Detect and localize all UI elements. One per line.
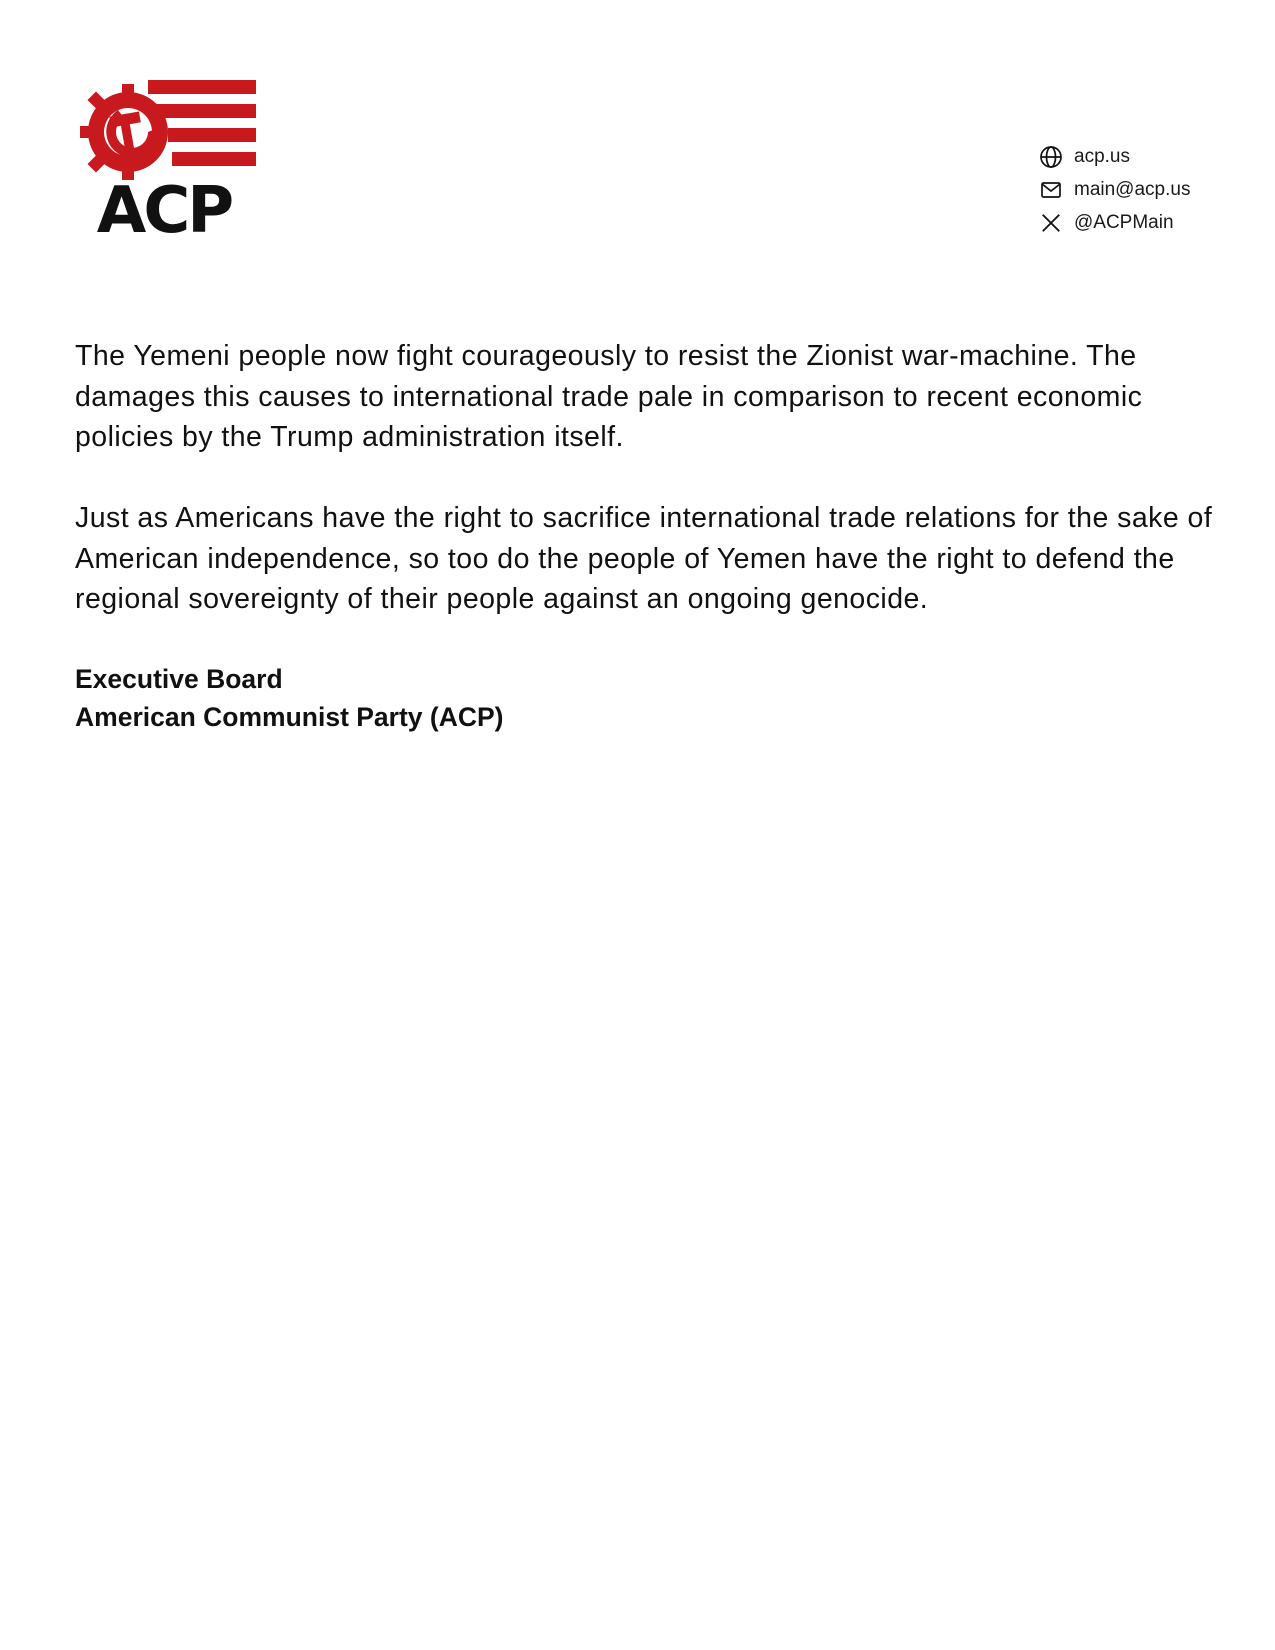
logo-stripe bbox=[168, 128, 256, 142]
statement-paragraph: Just as Americans have the right to sacrifice international trade relations for the sake of American independence, so too do the people of Yemen have the right to defend the regional sovereignty of their people against an ongoing genocide. bbox=[75, 502, 1213, 615]
contact-email-label: main@acp.us bbox=[1074, 178, 1191, 200]
signature-title: Executive Board bbox=[75, 664, 283, 694]
contact-email[interactable] bbox=[1038, 173, 1248, 206]
logo-stripe bbox=[172, 152, 256, 166]
signature-block bbox=[75, 660, 504, 736]
logo-stripe bbox=[148, 80, 256, 94]
contact-x[interactable] bbox=[1038, 206, 1248, 239]
acp-logo bbox=[76, 80, 256, 238]
statement-body bbox=[75, 336, 1215, 660]
signature-organization: American Communist Party (ACP) bbox=[75, 702, 504, 732]
x-logo-icon bbox=[1038, 210, 1064, 236]
mail-icon bbox=[1038, 177, 1064, 203]
statement-paragraph: The Yemeni people now fight courageously to resist the Zionist war-machine. The damages this causes to international trade pale in comparison to recent economic policies by the Trump administration itself. bbox=[75, 340, 1143, 453]
acp-logo-graphic bbox=[76, 80, 256, 238]
contact-block bbox=[1038, 140, 1248, 239]
logo-text: ACP bbox=[96, 174, 232, 238]
globe-icon bbox=[1038, 144, 1064, 170]
contact-x-label: @ACPMain bbox=[1074, 211, 1174, 233]
logo-stripe bbox=[156, 104, 256, 118]
contact-website[interactable] bbox=[1038, 140, 1248, 173]
contact-website-label: acp.us bbox=[1074, 145, 1130, 167]
